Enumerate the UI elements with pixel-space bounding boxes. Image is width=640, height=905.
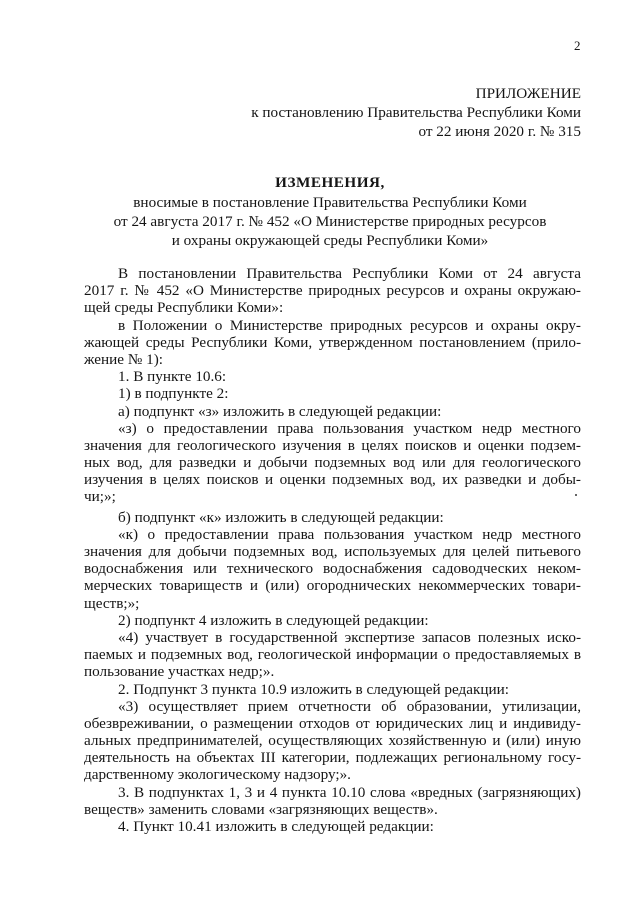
appendix-block [251, 84, 581, 141]
appendix-title: ПРИЛОЖЕНИЕ [475, 85, 581, 102]
body-line: альных предпринимателей, осуществляющих хозяйственную и (или) иную [84, 732, 581, 750]
body-line: чи;»; [84, 488, 116, 506]
body-line: ных вод, для разведки и добычи подземных вод или для геологического [84, 454, 581, 472]
body-line: значения для геологического изучения в целях поисков и оценки подзем- [84, 436, 581, 454]
body-line: В постановлении Правительства Республики Коми от 24 августа [118, 265, 581, 282]
body-line: веществ» заменить словами «загрязняющих веществ». [84, 800, 438, 818]
page-number: 2 [574, 38, 581, 53]
body-line: «3) осуществляет прием отчетности об образовании, утилизации, [118, 697, 581, 715]
body-line: б) подпункт «к» изложить в следующей редакции: [118, 508, 444, 526]
body-line: в Положении о Министерстве природных ресурсов и охраны окру- [118, 316, 581, 334]
appendix-line-2: от 22 июня 2020 г. № 315 [418, 123, 581, 140]
body-line: «з) о предоставлении права пользования участком недр местного [118, 419, 581, 437]
heading-line-1: вносимые в постановление Правительства Республики Коми [133, 194, 527, 211]
document-body [84, 265, 581, 835]
document-heading [80, 173, 580, 250]
body-line: изучения в целях поисков и оценки подземных вод, их разведки и добы- [84, 471, 581, 489]
body-line: значения для добычи подземных вод, используемых для целей питьевого [84, 543, 581, 560]
body-line: 4. Пункт 10.41 изложить в следующей редакции: [118, 818, 434, 835]
heading-line-3: и охраны окружающей среды Республики Коми» [171, 232, 489, 249]
scan-speck [575, 494, 577, 496]
heading-line-2: от 24 августа 2017 г. № 452 «О Министерстве природных ресурсов [113, 213, 547, 230]
body-line: жение № 1): [84, 350, 163, 368]
body-line: «4) участвует в государственной экспертизе запасов полезных иско- [118, 628, 581, 646]
body-line: мерческих товариществ и (или) огороднических некоммерческих товари- [84, 577, 581, 595]
appendix-line-1: к постановлению Правительства Республики Коми [251, 104, 581, 121]
body-line: 1. В пункте 10.6: [118, 368, 227, 386]
body-line: 2) подпункт 4 изложить в следующей редакции: [118, 611, 429, 629]
body-line: деятельность на объектах III категории, подлежащих региональному госу- [84, 749, 581, 767]
body-line: а) подпункт «з» изложить в следующей редакции: [118, 402, 442, 420]
body-line: жающей среды Республики Коми, утвержденном постановлением (прило- [84, 333, 581, 351]
body-line: пользование участках недр;». [84, 663, 275, 681]
body-line: 1) в подпункте 2: [118, 385, 229, 403]
body-line: 3. В подпунктах 1, 3 и 4 пункта 10.10 слова «вредных (загрязняющих) [118, 783, 581, 801]
body-line: «к) о предоставлении права пользования участком недр местного [118, 525, 581, 543]
body-line: водоснабжения или технического водоснабжения садоводческих неком- [84, 560, 581, 578]
body-line: дарственному экологическому надзору;». [84, 766, 351, 784]
body-line: ществ;»; [84, 594, 140, 612]
body-line: 2017 г. № 452 «О Министерстве природных ресурсов и охраны окружаю- [84, 282, 581, 300]
heading-title: ИЗМЕНЕНИЯ, [275, 174, 385, 191]
body-line: 2. Подпункт 3 пункта 10.9 изложить в следующей редакции: [118, 680, 509, 698]
body-line: обезвреживании, о размещении отходов от юридических лиц и индивиду- [84, 714, 581, 732]
body-line: щей среды Республики Коми»: [84, 299, 284, 317]
body-line: паемых и подземных вод, геологической информации о предоставляемых в [84, 646, 581, 664]
